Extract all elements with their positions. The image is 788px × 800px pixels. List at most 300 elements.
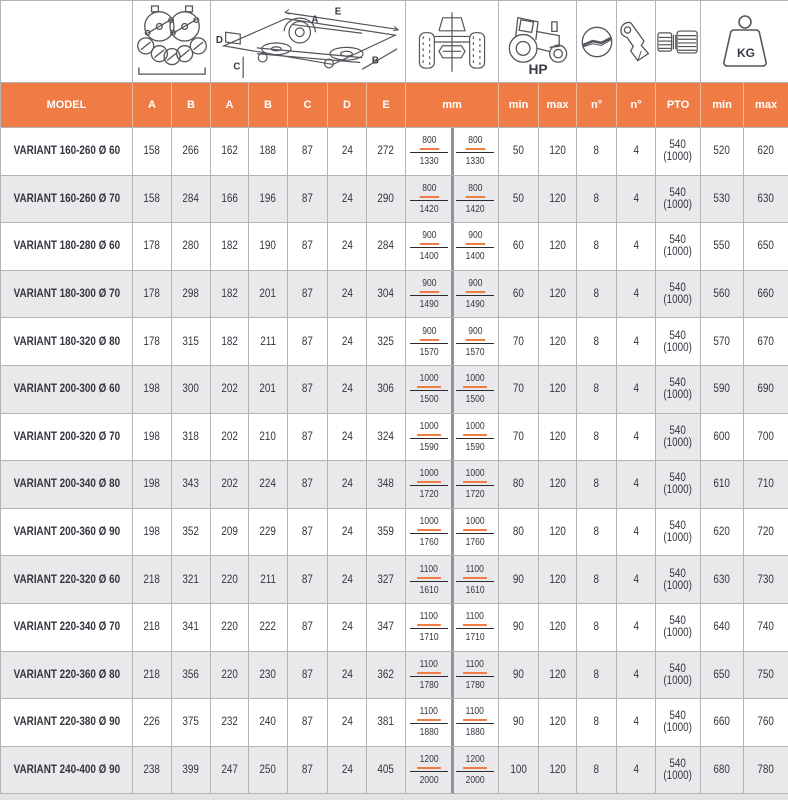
mm-top-value: 800 <box>465 183 484 198</box>
dim-a1-cell: 218 <box>133 556 172 604</box>
dim-c-cell: 87 <box>288 270 328 318</box>
model-cell: VARIANT 180-320 Ø 80 <box>1 318 133 366</box>
mm-top-value: 1000 <box>463 468 487 483</box>
kg-max-cell: 780 <box>744 746 788 794</box>
mm-top-value: 1000 <box>463 373 487 388</box>
pto-cell: 540 (1000) <box>656 365 701 413</box>
mm-bottom-value: 1330 <box>419 156 439 168</box>
knife-count-cell: 4 <box>617 603 656 651</box>
dim-b2-cell: 224 <box>249 461 288 509</box>
dim-a1-cell: 178 <box>133 318 172 366</box>
mm-left <box>406 414 452 461</box>
table-row <box>1 461 788 509</box>
column-header-row <box>1 83 788 128</box>
mm-right <box>452 747 498 794</box>
mm-divider <box>451 556 454 603</box>
mm-fraction-line <box>410 152 448 153</box>
dim-b2-cell: 190 <box>249 223 288 271</box>
tractor-rear-track-icon <box>412 8 492 76</box>
blade-count-cell: 8 <box>577 365 617 413</box>
dim-a1-cell: 198 <box>133 365 172 413</box>
kg-max-cell: 670 <box>744 318 788 366</box>
pto-cell: 540 (1000) <box>656 556 701 604</box>
dim-label-b: B <box>371 54 379 66</box>
dim-d-cell: 24 <box>328 651 367 699</box>
mm-fraction-line <box>410 438 448 439</box>
dim-b1-cell: 341 <box>172 603 211 651</box>
mm-bottom-value: 1710 <box>419 632 439 644</box>
spec-table-body <box>1 128 788 794</box>
dim-a2-cell: 202 <box>211 461 249 509</box>
kg-min-cell: 570 <box>701 318 744 366</box>
model-cell: VARIANT 180-280 Ø 60 <box>1 223 133 271</box>
dim-b1-cell: 315 <box>172 318 211 366</box>
dim-c-cell: 87 <box>288 556 328 604</box>
dim-e-cell: 284 <box>367 223 406 271</box>
dim-label-c: C <box>233 60 241 72</box>
kg-max-cell: 720 <box>744 508 788 556</box>
table-row <box>1 413 788 461</box>
mm-left <box>406 652 452 699</box>
pto-cell: 540 (1000) <box>656 603 701 651</box>
mm-right <box>452 556 498 603</box>
mm-top-value: 1000 <box>463 421 487 436</box>
mm-fraction-line <box>410 247 448 248</box>
table-row <box>1 365 788 413</box>
mm-fraction-line <box>410 723 448 724</box>
dim-b2-cell: 188 <box>249 128 288 176</box>
dim-a2-cell: 182 <box>211 318 249 366</box>
mm-left <box>406 176 452 223</box>
disc-blade-icon <box>578 23 616 61</box>
mm-bottom-value: 1420 <box>465 203 485 215</box>
mm-fraction-line <box>410 343 448 344</box>
dim-a1-cell: 158 <box>133 128 172 176</box>
icon-cell-tractor-rear <box>406 1 499 83</box>
model-cell: VARIANT 220-380 Ø 90 <box>1 699 133 747</box>
dim-b1-cell: 343 <box>172 461 211 509</box>
col-header-hp-min: min <box>499 83 539 128</box>
mm-fraction-line <box>456 200 494 201</box>
mm-right <box>452 128 498 175</box>
col-header-n1: n° <box>577 83 617 128</box>
dim-a1-cell: 158 <box>133 175 172 223</box>
mm-top-value: 900 <box>419 278 438 293</box>
mm-right <box>452 461 498 508</box>
mm-left <box>406 699 452 746</box>
mm-divider <box>451 366 454 413</box>
mm-fraction-line <box>456 438 494 439</box>
model-cell: VARIANT 160-260 Ø 70 <box>1 175 133 223</box>
dim-d-cell: 24 <box>328 413 367 461</box>
dim-c-cell: 87 <box>288 365 328 413</box>
col-header-d: D <box>328 83 367 128</box>
kg-min-cell: 530 <box>701 175 744 223</box>
blade-count-cell: 8 <box>577 651 617 699</box>
col-header-n2: n° <box>617 83 656 128</box>
mm-bottom-value: 1400 <box>465 251 485 263</box>
dim-b2-cell: 211 <box>249 556 288 604</box>
kg-max-cell: 710 <box>744 461 788 509</box>
dim-c-cell: 87 <box>288 413 328 461</box>
col-header-hp-max: max <box>539 83 577 128</box>
dim-c-cell: 87 <box>288 223 328 271</box>
icon-cell-twin-rotor <box>133 1 211 83</box>
dim-a1-cell: 226 <box>133 699 172 747</box>
mm-left <box>406 366 452 413</box>
mm-bottom-value: 1330 <box>465 156 485 168</box>
dim-b1-cell: 356 <box>172 651 211 699</box>
mm-right <box>452 509 498 556</box>
dim-c-cell: 87 <box>288 651 328 699</box>
dim-b2-cell: 210 <box>249 413 288 461</box>
dim-b1-cell: 298 <box>172 270 211 318</box>
dim-e-cell: 324 <box>367 413 406 461</box>
mm-top-value: 1200 <box>463 754 487 769</box>
mm-bottom-value: 1490 <box>465 299 485 311</box>
dim-e-cell: 327 <box>367 556 406 604</box>
blade-count-cell: 8 <box>577 318 617 366</box>
blade-count-cell: 8 <box>577 699 617 747</box>
mm-fraction-line <box>410 485 448 486</box>
knife-count-cell: 4 <box>617 651 656 699</box>
hp-max-cell: 120 <box>539 461 577 509</box>
model-cell: VARIANT 200-320 Ø 70 <box>1 413 133 461</box>
dim-a1-cell: 198 <box>133 508 172 556</box>
dim-b1-cell: 266 <box>172 128 211 176</box>
dim-c-cell: 87 <box>288 461 328 509</box>
hp-max-cell: 120 <box>539 746 577 794</box>
col-header-e: E <box>367 83 406 128</box>
mm-top-value: 800 <box>419 183 438 198</box>
kg-min-cell: 630 <box>701 556 744 604</box>
knife-count-cell: 4 <box>617 128 656 176</box>
knife-count-cell: 4 <box>617 556 656 604</box>
table-row <box>1 651 788 699</box>
mm-bottom-value: 1400 <box>419 251 439 263</box>
table-row <box>1 603 788 651</box>
mm-divider <box>451 128 454 175</box>
dim-e-cell: 362 <box>367 651 406 699</box>
mm-top-value: 1100 <box>417 659 440 674</box>
blade-count-cell: 8 <box>577 556 617 604</box>
knife-count-cell: 4 <box>617 699 656 747</box>
mm-fraction-line <box>410 200 448 201</box>
table-row <box>1 223 788 271</box>
mm-right <box>452 366 498 413</box>
mm-top-value: 900 <box>419 230 438 245</box>
mm-top-value: 900 <box>465 230 484 245</box>
dim-a1-cell: 178 <box>133 223 172 271</box>
knife-count-cell: 4 <box>617 270 656 318</box>
kg-max-cell: 740 <box>744 603 788 651</box>
dim-a2-cell: 220 <box>211 603 249 651</box>
mm-bottom-value: 1710 <box>465 632 485 644</box>
mm-left <box>406 604 452 651</box>
mm-top-value: 800 <box>465 135 484 150</box>
mm-fraction-line <box>456 295 494 296</box>
table-row <box>1 175 788 223</box>
mm-fraction-line <box>410 628 448 629</box>
mm-left <box>406 318 452 365</box>
mm-bottom-value: 1570 <box>465 346 485 358</box>
transport-width-cell <box>406 508 499 556</box>
mm-bottom-value: 1590 <box>419 441 439 453</box>
dim-b2-cell: 229 <box>249 508 288 556</box>
kg-max-cell: 650 <box>744 223 788 271</box>
model-cell: VARIANT 180-300 Ø 70 <box>1 270 133 318</box>
blade-count-cell: 8 <box>577 223 617 271</box>
mm-divider <box>451 461 454 508</box>
hp-max-cell: 120 <box>539 651 577 699</box>
mm-right <box>452 271 498 318</box>
dim-label-d: D <box>215 34 223 46</box>
transport-width-cell <box>406 413 499 461</box>
hp-max-cell: 120 <box>539 556 577 604</box>
dim-b1-cell: 399 <box>172 746 211 794</box>
mm-left <box>406 271 452 318</box>
mm-right <box>452 414 498 461</box>
blade-count-cell: 8 <box>577 128 617 176</box>
col-header-pto: PTO <box>656 83 701 128</box>
blade-count-cell: 8 <box>577 461 617 509</box>
kg-max-cell: 660 <box>744 270 788 318</box>
hp-max-cell: 120 <box>539 270 577 318</box>
col-header-b2: B <box>249 83 288 128</box>
hp-min-cell: 60 <box>499 223 539 271</box>
knife-count-cell: 4 <box>617 746 656 794</box>
hp-max-cell: 120 <box>539 365 577 413</box>
mm-bottom-value: 1780 <box>465 679 485 691</box>
dim-d-cell: 24 <box>328 365 367 413</box>
knife-count-cell: 4 <box>617 318 656 366</box>
blade-count-cell: 8 <box>577 746 617 794</box>
pto-cell: 540 (1000) <box>656 413 701 461</box>
dim-e-cell: 272 <box>367 128 406 176</box>
knife-count-cell: 4 <box>617 508 656 556</box>
table-row <box>1 128 788 176</box>
dim-b1-cell: 284 <box>172 175 211 223</box>
col-header-model: MODEL <box>1 83 133 128</box>
mm-right <box>452 318 498 365</box>
mm-bottom-value: 1720 <box>419 489 439 501</box>
pto-cell: 540 (1000) <box>656 318 701 366</box>
empty-corner-cell <box>1 1 133 83</box>
dim-d-cell: 24 <box>328 318 367 366</box>
mm-divider <box>451 318 454 365</box>
pto-cell: 540 (1000) <box>656 746 701 794</box>
kg-min-cell: 610 <box>701 461 744 509</box>
dim-d-cell: 24 <box>328 223 367 271</box>
mm-bottom-value: 1880 <box>465 727 485 739</box>
model-cell: VARIANT 200-360 Ø 90 <box>1 508 133 556</box>
mm-top-value: 1100 <box>463 706 486 721</box>
dim-a1-cell: 218 <box>133 603 172 651</box>
knife-count-cell: 4 <box>617 461 656 509</box>
icon-header-row <box>1 1 788 83</box>
dim-d-cell: 24 <box>328 746 367 794</box>
col-header-mm: mm <box>406 83 499 128</box>
transport-width-cell <box>406 556 499 604</box>
mm-divider <box>451 223 454 270</box>
knife-count-cell: 4 <box>617 413 656 461</box>
dim-d-cell: 24 <box>328 461 367 509</box>
hp-min-cell: 80 <box>499 461 539 509</box>
hp-max-cell: 120 <box>539 508 577 556</box>
kg-min-cell: 520 <box>701 128 744 176</box>
mm-fraction-line <box>456 485 494 486</box>
mm-bottom-value: 1420 <box>419 203 439 215</box>
mm-top-value: 1100 <box>463 564 486 579</box>
mm-top-value: 1100 <box>417 564 440 579</box>
dim-c-cell: 87 <box>288 699 328 747</box>
mm-bottom-value: 2000 <box>465 775 485 787</box>
mm-fraction-line <box>410 295 448 296</box>
transport-width-cell <box>406 461 499 509</box>
kg-max-cell: 730 <box>744 556 788 604</box>
dim-b2-cell: 250 <box>249 746 288 794</box>
dim-b2-cell: 222 <box>249 603 288 651</box>
dim-a2-cell: 182 <box>211 223 249 271</box>
mm-bottom-value: 1500 <box>419 394 439 406</box>
dim-d-cell: 24 <box>328 699 367 747</box>
kg-min-cell: 620 <box>701 508 744 556</box>
dim-c-cell: 87 <box>288 128 328 176</box>
dim-a2-cell: 182 <box>211 270 249 318</box>
mm-fraction-line <box>456 771 494 772</box>
tractor-power-icon <box>503 7 573 77</box>
model-cell: VARIANT 200-300 Ø 60 <box>1 365 133 413</box>
dim-a1-cell: 178 <box>133 270 172 318</box>
kg-min-cell: 590 <box>701 365 744 413</box>
dim-d-cell: 24 <box>328 270 367 318</box>
mm-top-value: 1000 <box>463 516 487 531</box>
mm-top-value: 900 <box>419 326 438 341</box>
model-cell: VARIANT 160-260 Ø 60 <box>1 128 133 176</box>
mm-divider <box>451 652 454 699</box>
mm-top-value: 900 <box>465 326 484 341</box>
pto-cell: 540 (1000) <box>656 223 701 271</box>
mm-divider <box>451 509 454 556</box>
dim-d-cell: 24 <box>328 175 367 223</box>
dim-c-cell: 87 <box>288 508 328 556</box>
kg-min-cell: 680 <box>701 746 744 794</box>
hp-max-cell: 120 <box>539 603 577 651</box>
model-cell: VARIANT 240-400 Ø 90 <box>1 746 133 794</box>
hp-max-cell: 120 <box>539 318 577 366</box>
mm-bottom-value: 1500 <box>465 394 485 406</box>
bottom-strip <box>0 794 788 800</box>
dim-b2-cell: 240 <box>249 699 288 747</box>
table-row <box>1 318 788 366</box>
dim-e-cell: 290 <box>367 175 406 223</box>
blade-count-cell: 8 <box>577 270 617 318</box>
kg-label: KG <box>736 45 755 60</box>
dim-e-cell: 348 <box>367 461 406 509</box>
dim-e-cell: 381 <box>367 699 406 747</box>
mm-fraction-line <box>410 581 448 582</box>
dim-a1-cell: 198 <box>133 413 172 461</box>
mm-fraction-line <box>456 152 494 153</box>
mm-bottom-value: 1610 <box>465 584 485 596</box>
mm-fraction-line <box>410 676 448 677</box>
mm-top-value: 1100 <box>417 611 440 626</box>
dim-label-e: E <box>334 6 342 18</box>
hp-max-cell: 120 <box>539 413 577 461</box>
transport-width-cell <box>406 175 499 223</box>
hp-min-cell: 100 <box>499 746 539 794</box>
kg-min-cell: 650 <box>701 651 744 699</box>
mm-bottom-value: 1490 <box>419 299 439 311</box>
mm-bottom-value: 1760 <box>419 537 439 549</box>
model-cell: VARIANT 220-340 Ø 70 <box>1 603 133 651</box>
mm-right <box>452 652 498 699</box>
hp-min-cell: 90 <box>499 651 539 699</box>
dim-b1-cell: 321 <box>172 556 211 604</box>
col-header-c: C <box>288 83 328 128</box>
flail-knife-icon <box>620 21 652 63</box>
mm-fraction-line <box>456 723 494 724</box>
hp-max-cell: 120 <box>539 223 577 271</box>
mm-left <box>406 223 452 270</box>
mm-fraction-line <box>456 390 494 391</box>
dim-b2-cell: 230 <box>249 651 288 699</box>
mm-bottom-value: 1880 <box>419 727 439 739</box>
dim-a2-cell: 220 <box>211 651 249 699</box>
mm-left <box>406 747 452 794</box>
pto-cell: 540 (1000) <box>656 461 701 509</box>
mm-left <box>406 556 452 603</box>
dim-d-cell: 24 <box>328 128 367 176</box>
table-row <box>1 699 788 747</box>
mm-bottom-value: 1610 <box>419 584 439 596</box>
dim-a2-cell: 209 <box>211 508 249 556</box>
pto-shaft-icon <box>657 27 699 57</box>
dim-a1-cell: 238 <box>133 746 172 794</box>
transport-width-cell <box>406 746 499 794</box>
transport-width-cell <box>406 651 499 699</box>
mm-top-value: 1000 <box>417 516 441 531</box>
dim-b1-cell: 352 <box>172 508 211 556</box>
pto-cell: 540 (1000) <box>656 699 701 747</box>
dim-d-cell: 24 <box>328 556 367 604</box>
pto-cell: 540 (1000) <box>656 651 701 699</box>
kg-max-cell: 630 <box>744 175 788 223</box>
mm-bottom-value: 1590 <box>465 441 485 453</box>
dim-d-cell: 24 <box>328 603 367 651</box>
dim-a1-cell: 198 <box>133 461 172 509</box>
dim-b2-cell: 201 <box>249 270 288 318</box>
hp-label: HP <box>528 61 548 77</box>
icon-cell-flail <box>617 1 656 83</box>
mm-divider <box>451 271 454 318</box>
weight-kg-icon <box>717 13 773 71</box>
mm-left <box>406 509 452 556</box>
dim-b1-cell: 300 <box>172 365 211 413</box>
dim-label-a: A <box>311 14 319 25</box>
mm-right <box>452 176 498 223</box>
hp-min-cell: 90 <box>499 699 539 747</box>
transport-width-cell <box>406 318 499 366</box>
col-header-a2: A <box>211 83 249 128</box>
table-row <box>1 556 788 604</box>
kg-max-cell: 620 <box>744 128 788 176</box>
pto-cell: 540 (1000) <box>656 270 701 318</box>
blade-count-cell: 8 <box>577 508 617 556</box>
mm-fraction-line <box>410 771 448 772</box>
disc-mower-side-view-icon <box>213 3 403 81</box>
pto-cell: 540 (1000) <box>656 175 701 223</box>
